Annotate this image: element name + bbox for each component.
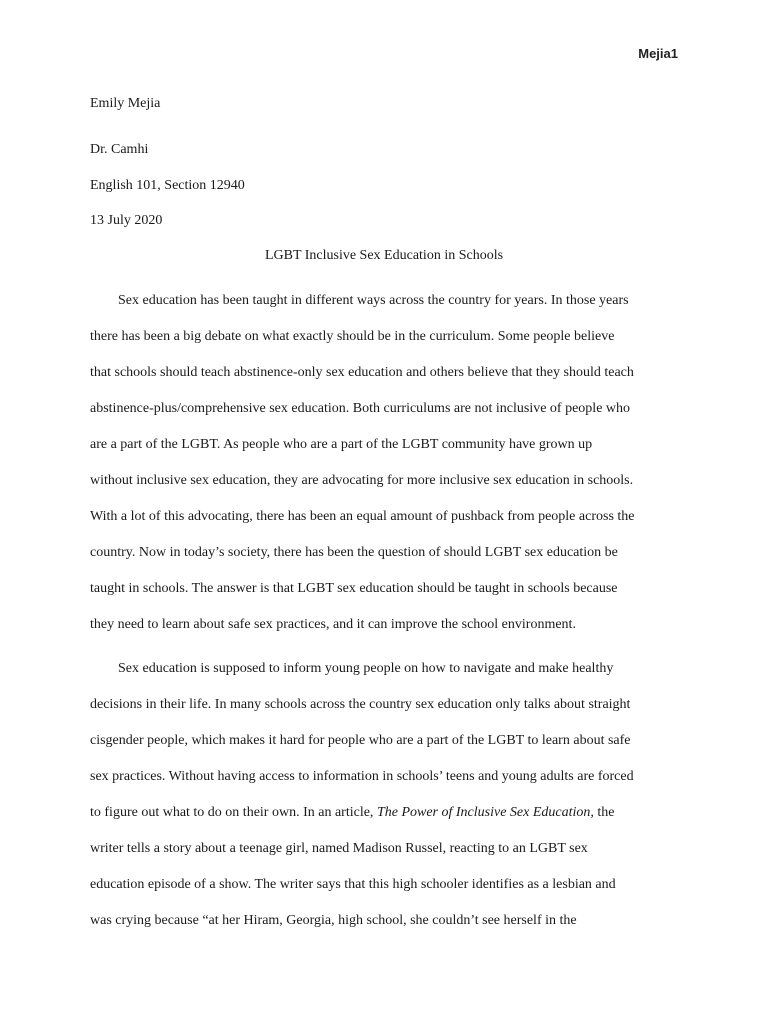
line-text-after: the [593,805,615,820]
paragraph-line-with-citation [90,795,690,831]
paragraph-line: education episode of a show. The writer says that this high schooler identifies as a lesbian and [90,877,616,892]
paragraph-1 [90,283,690,643]
paragraph-line: writer tells a story about a teenage girl, named Madison Russel, reacting to an LGBT sex [90,841,588,856]
paragraph-line: they need to learn about safe sex practices, and it can improve the school environment. [90,617,576,632]
paragraph-line: that schools should teach abstinence-only sex education and others believe that they should teach [90,365,634,380]
paragraph-line: taught in schools. The answer is that LGBT sex education should be taught in schools because [90,581,618,596]
paragraph-line: With a lot of this advocating, there has been an equal amount of pushback from people across the [90,509,635,524]
paragraph-line: cisgender people, which makes it hard for people who are a part of the LGBT to learn about safe [90,733,631,748]
paragraph-line: Sex education has been taught in different ways across the country for years. In those years [118,293,629,308]
paragraph-line: sex practices. Without having access to information in schools’ teens and young adults are forced [90,769,634,784]
date-line: 13 July 2020 [90,213,163,228]
running-head: Mejia1 [638,46,678,61]
paragraph-line: abstinence-plus/comprehensive sex education. Both curriculums are not inclusive of people who [90,401,631,416]
instructor-name: Dr. Camhi [90,142,149,157]
author-name: Emily Mejia [90,96,161,111]
paragraph-2 [90,651,690,939]
course-info: English 101, Section 12940 [90,178,245,193]
paragraph-line: without inclusive sex education, they are advocating for more inclusive sex education in schools. [90,473,634,488]
essay-title: LGBT Inclusive Sex Education in Schools [264,248,504,263]
paragraph-line: Sex education is supposed to inform young people on how to navigate and make healthy [118,661,614,676]
paragraph-line: was crying because “at her Hiram, Georgia, high school, she couldn’t see herself in the [90,913,577,928]
paragraph-line: are a part of the LGBT. As people who are a part of the LGBT community have grown up [90,437,593,452]
paragraph-line: there has been a big debate on what exactly should be in the curriculum. Some people believe [90,329,615,344]
article-title: The Power of Inclusive Sex Education, [376,805,594,820]
line-text-before: to figure out what to do on their own. In an article, [90,805,377,820]
paragraph-line: country. Now in today’s society, there has been the question of should LGBT sex education be [90,545,618,560]
paragraph-line: decisions in their life. In many schools across the country sex education only talks about straight [90,697,631,712]
